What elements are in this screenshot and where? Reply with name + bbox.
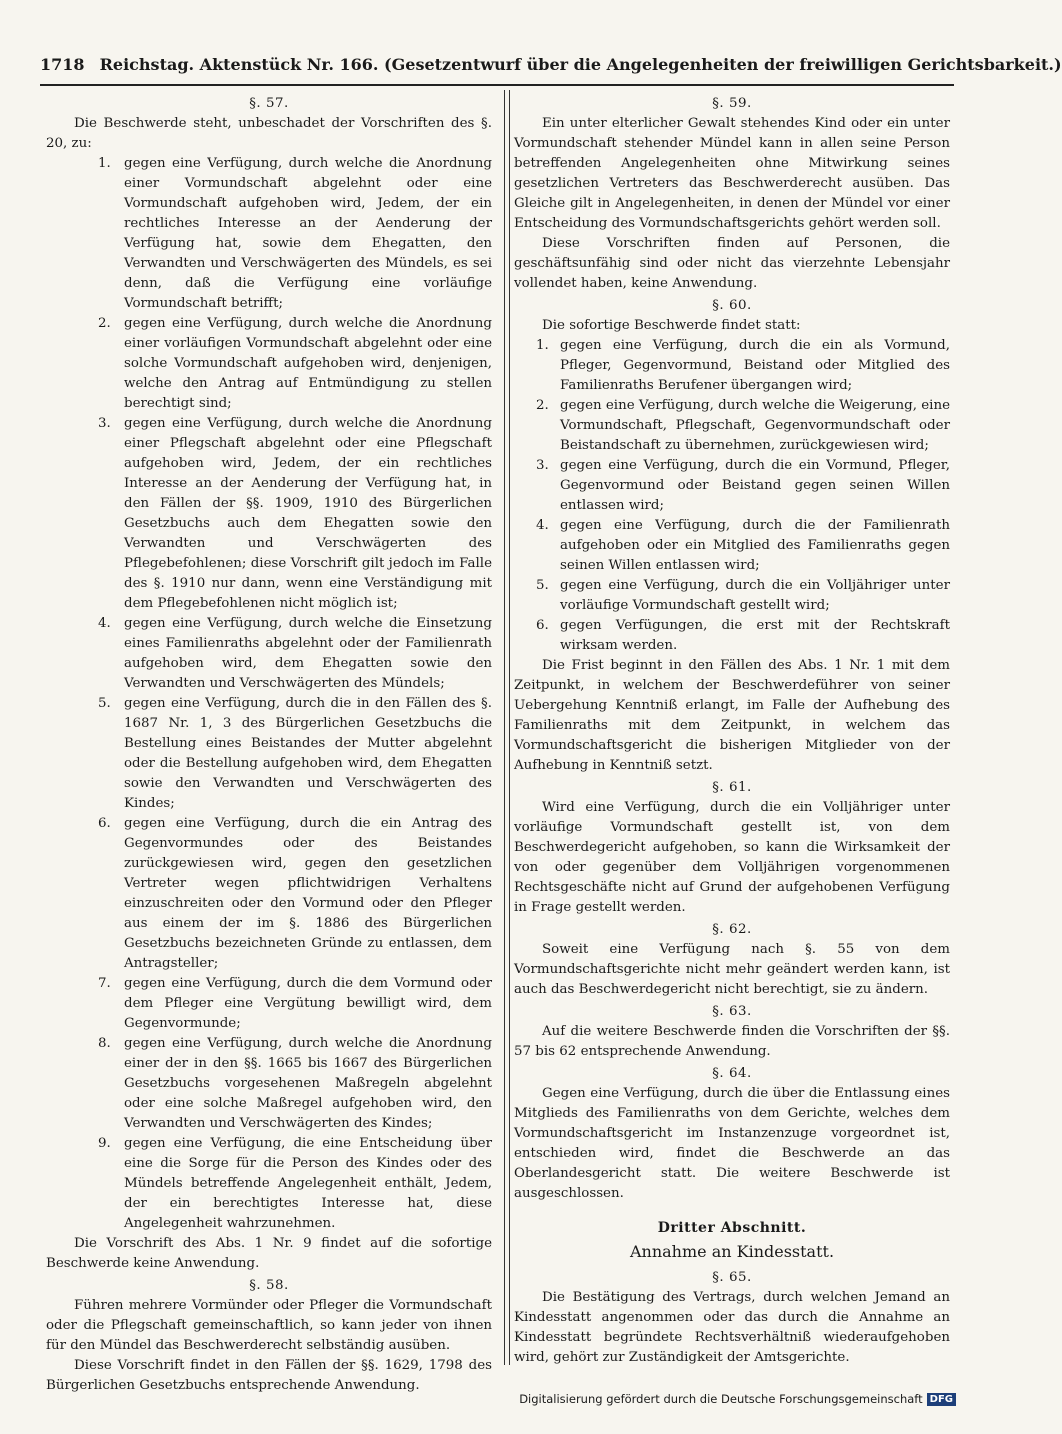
paragraph: Die Vorschrift des Abs. 1 Nr. 9 findet auf die sofortige Beschwerde keine Anwendung. (46, 1236, 492, 1271)
item-number: 4. (536, 518, 549, 533)
item-number: 4. (98, 616, 111, 631)
dfg-logo: DFG (927, 1393, 956, 1406)
item-number: 2. (98, 316, 111, 331)
item-number: 7. (98, 976, 111, 991)
paragraph: Wird eine Verfügung, durch die ein Volljähriger unter vorläufige Vormundschaft gestellt ist, von dem Beschwerdegericht aufgehoben, so kann die Wirksamkeit der von oder gegenüber dem Volljährigen vorgenommenen Rechtsgeschäfte nicht auf Grund der aufgehobenen Verfügung in Frage gestellt werden. (514, 800, 950, 915)
header-rule (40, 84, 954, 86)
list-item (46, 414, 492, 614)
item-text: gegen eine Verfügung, durch welche die Anordnung einer Pflegschaft abgelehnt oder eine Pflegschaft aufgehoben wird, Jedem, der ein rechtliches Interesse an der Aenderung der Verfügung hat, in den Fällen der §§. 1909, 1910 des Bürgerlichen Gesetzbuchs auch dem Ehegatten sowie den Verwandten und Verschwägerten des Pflegebefohlenen; diese Vorschrift gilt jedoch im Falle des §. 1910 nur dann, wenn eine Verständigung mit dem Pflegebefohlenen nicht möglich ist; (124, 416, 492, 611)
item-number: 1. (536, 338, 549, 353)
digitization-credit (519, 1392, 956, 1406)
item-text: gegen eine Verfügung, durch die ein Vormund, Pfleger, Gegenvormund oder Beistand gegen seinen Willen entlassen wird; (560, 458, 950, 513)
item-text: gegen eine Verfügung, durch die ein als Vormund, Pfleger, Gegenvormund, Beistand oder Mitglied des Familienraths Berufener übergangen wird; (560, 338, 950, 393)
item-text: gegen eine Verfügung, durch welche die Einsetzung eines Familienraths abgelehnt oder der Familienrath aufgehoben wird, dem Ehegatten sowie den Verwandten und Verschwägerten des Mündels; (124, 616, 492, 691)
right-column (514, 92, 950, 1368)
paragraph: Gegen eine Verfügung, durch die über die Entlassung eines Mitglieds des Familienraths von dem Gerichte, welches dem Vormundschaftsgericht im Instanzenzuge vorgeordnet ist, entschieden wird, findet die Beschwerde an das Oberlandesgericht statt. Die weitere Beschwerde ist ausgeschlossen. (514, 1086, 950, 1201)
section-heading: §. 64. (712, 1066, 752, 1081)
paragraph: Die Frist beginnt in den Fällen des Abs. 1 Nr. 1 mit dem Zeitpunkt, in welchem der Beschwerdeführer von seiner Uebergehung Kenntniß erlangt, im Falle der Aufhebung des Familienraths mit dem Zeitpunkt, in welchem das Vormundschaftsgericht die bisherigen Mitglieder von der Aufhebung in Kenntniß setzt. (514, 658, 950, 773)
item-number: 3. (98, 416, 111, 431)
part-label: Dritter Abschnitt. (657, 1220, 807, 1236)
item-number: 5. (98, 696, 111, 711)
item-text: gegen eine Verfügung, durch die ein Volljähriger unter vorläufige Vormundschaft gestellt wird; (560, 578, 950, 613)
paragraph: Diese Vorschriften finden auf Personen, die geschäftsunfähig sind oder nicht das vierzehnte Lebensjahr vollendet haben, keine Anwendung. (514, 236, 950, 291)
running-header (40, 54, 1062, 76)
paragraph: Die Bestätigung des Vertrags, durch welchen Jemand an Kindesstatt angenommen oder das durch die Annahme an Kindesstatt begründete Rechtsverhältniß wiederaufgehoben wird, gehört zur Zuständigkeit der Amtsgerichte. (514, 1290, 950, 1365)
paragraph: Führen mehrere Vormünder oder Pfleger die Vormundschaft oder die Pflegschaft gemeinschaftlich, so kann jeder von ihnen für den Mündel das Beschwerderecht selbständig ausüben. (46, 1298, 492, 1353)
item-text: gegen eine Verfügung, durch die dem Vormund oder dem Pfleger eine Vergütung bewilligt wird, dem Gegenvormunde; (124, 976, 492, 1031)
list-item (514, 336, 950, 396)
list-item (514, 576, 950, 616)
list-item (46, 814, 492, 974)
item-text: gegen eine Verfügung, durch welche die Anordnung einer Vormundschaft abgelehnt oder eine Vormundschaft aufgehoben wird, Jedem, der ein rechtliches Interesse an der Aenderung der Verfügung hat, sowie dem Ehegatten, den Verwandten und Verschwägerten des Mündels, es sei denn, daß die Verfügung eine vorläufige Vormundschaft betrifft; (124, 156, 492, 311)
section-heading: §. 60. (712, 298, 752, 313)
list-item (46, 154, 492, 314)
item-number: 9. (98, 1136, 111, 1151)
list-item (46, 1034, 492, 1134)
list-item (514, 616, 950, 656)
section-heading: §. 62. (712, 922, 752, 937)
item-text: gegen eine Verfügung, durch die ein Antrag des Gegenvormundes oder des Beistandes zurückgewiesen wird, gegen den gesetzlichen Vertreter wegen pflichtwidrigen Verhaltens einzuschreiten oder den Vormund oder den Pfleger aus einem der im §. 1886 des Bürgerlichen Gesetzbuchs bezeichneten Gründe zu entlassen, dem Antragsteller; (124, 816, 492, 971)
section-heading: §. 59. (712, 96, 752, 111)
list-item (46, 1134, 492, 1234)
item-number: 2. (536, 398, 549, 413)
list-item (514, 456, 950, 516)
item-list (514, 336, 950, 656)
section-heading: §. 65. (712, 1270, 752, 1285)
section-heading: §. 63. (712, 1004, 752, 1019)
paragraph: Die Beschwerde steht, unbeschadet der Vorschriften des §. 20, zu: (46, 116, 492, 151)
section-heading: §. 58. (249, 1278, 289, 1293)
left-column (46, 92, 492, 1396)
item-list (46, 154, 492, 1234)
list-item (514, 516, 950, 576)
paragraph: Ein unter elterlicher Gewalt stehendes Kind oder ein unter Vormundschaft stehender Mündel kann in allen seine Person betreffenden Angelegenheiten ohne Mitwirkung seines gesetzlichen Vertreters das Beschwerderecht ausüben. Das Gleiche gilt in Angelegenheiten, in denen der Mündel vor einer Entscheidung des Vormundschaftsgerichts gehört werden soll. (514, 116, 950, 231)
list-item (46, 974, 492, 1034)
credit-text: Digitalisierung gefördert durch die Deutsche Forschungsgemeinschaft (519, 1392, 923, 1406)
list-item (46, 314, 492, 414)
paragraph: Soweit eine Verfügung nach §. 55 von dem Vormundschaftsgerichte nicht mehr geändert werden kann, ist auch das Beschwerdegericht nicht berechtigt, sie zu ändern. (514, 942, 950, 997)
list-item (514, 396, 950, 456)
section-heading: §. 57. (249, 96, 289, 111)
item-text: gegen eine Verfügung, durch die der Familienrath aufgehoben oder ein Mitglied des Familienraths gegen seinen Willen entlassen wird; (560, 518, 950, 573)
item-text: gegen eine Verfügung, durch welche die Anordnung einer der in den §§. 1665 bis 1667 des Bürgerlichen Gesetzbuchs vorgesehenen Maßregeln abgelehnt oder eine solche Maßregel aufgehoben wird, den Verwandten und Verschwägerten des Kindes; (124, 1036, 492, 1131)
page-number: 1718 (40, 55, 85, 74)
list-item (46, 694, 492, 814)
part-title: Annahme an Kindesstatt. (629, 1242, 835, 1261)
item-text: gegen eine Verfügung, durch welche die Anordnung einer vorläufigen Vormundschaft abgelehnt oder eine solche Vormundschaft aufgehoben wird, denjenigen, welche den Antrag auf Entmündigung zu stellen berechtigt sind; (124, 316, 492, 411)
list-item (46, 614, 492, 694)
item-number: 5. (536, 578, 549, 593)
paragraph: Die sofortige Beschwerde findet statt: (542, 318, 801, 333)
running-title: Reichstag. Aktenstück Nr. 166. (Gesetzentwurf über die Angelegenheiten der freiwilligen Gerichtsbarkeit.) (99, 55, 1062, 74)
paragraph: Diese Vorschrift findet in den Fällen der §§. 1629, 1798 des Bürgerlichen Gesetzbuchs entsprechende Anwendung. (46, 1358, 492, 1393)
item-text: gegen eine Verfügung, die eine Entscheidung über eine die Sorge für die Person des Kindes oder des Mündels betreffende Angelegenheit enthält, Jedem, der ein berechtigtes Interesse hat, diese Angelegenheit wahrzunehmen. (124, 1136, 492, 1231)
paragraph: Auf die weitere Beschwerde finden die Vorschriften der §§. 57 bis 62 entsprechende Anwendung. (514, 1024, 950, 1059)
item-number: 3. (536, 458, 549, 473)
item-number: 6. (98, 816, 111, 831)
item-text: gegen Verfügungen, die erst mit der Rechtskraft wirksam werden. (560, 618, 950, 653)
item-number: 6. (536, 618, 549, 633)
item-text: gegen eine Verfügung, durch die in den Fällen des §. 1687 Nr. 1, 3 des Bürgerlichen Gesetzbuchs die Bestellung eines Beistandes der Mutter abgelehnt oder die Bestellung aufgehoben wird, dem Ehegatten sowie den Verwandten und Verschwägerten des Kindes; (124, 696, 492, 811)
item-number: 1. (98, 156, 111, 171)
section-heading: §. 61. (712, 780, 752, 795)
item-number: 8. (98, 1036, 111, 1051)
column-separator (504, 90, 510, 1365)
item-text: gegen eine Verfügung, durch welche die Weigerung, eine Vormundschaft, Pflegschaft, Gegenvormundschaft oder Beistandschaft zu übernehmen, zurückgewiesen wird; (560, 398, 950, 453)
